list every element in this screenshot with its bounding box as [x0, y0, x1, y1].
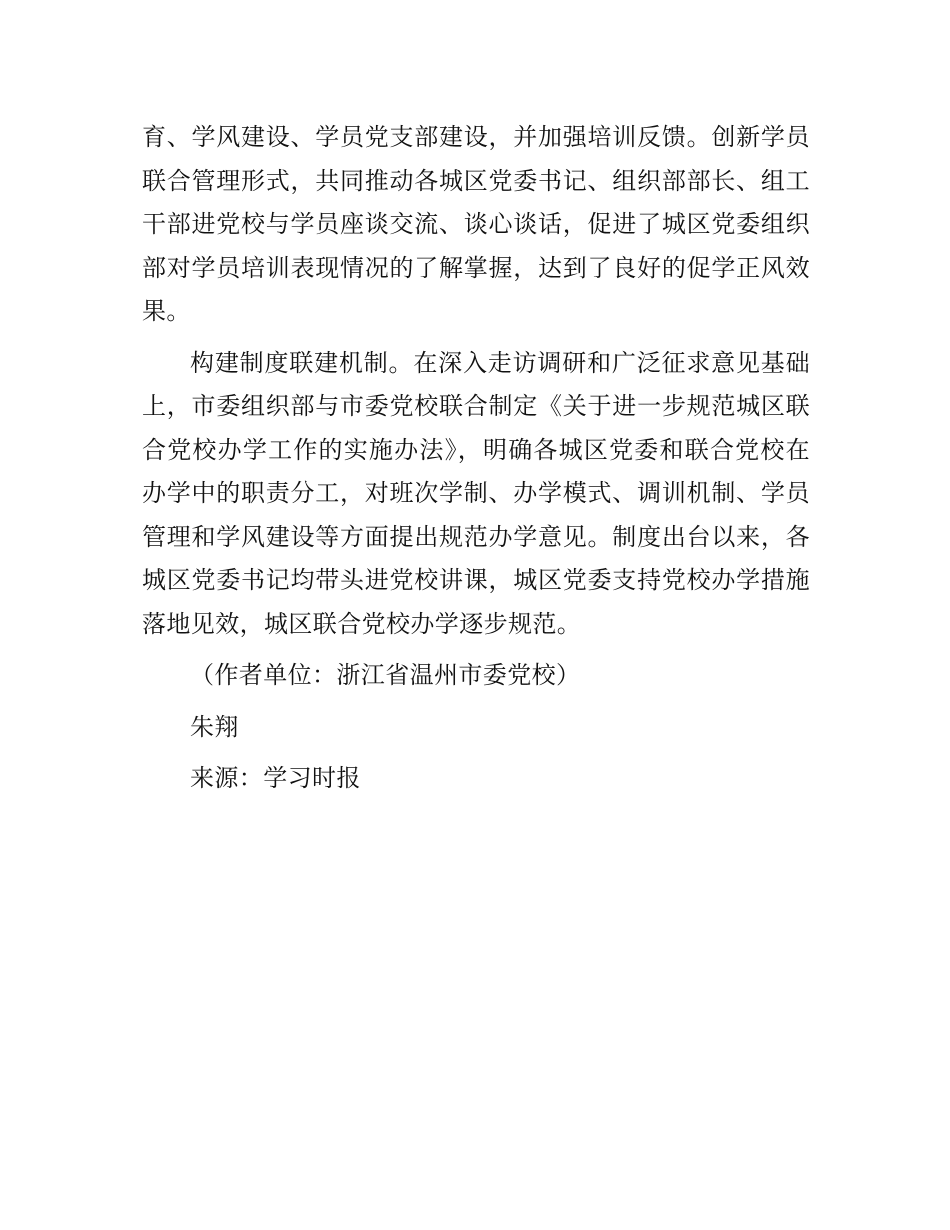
paragraph-gap — [142, 334, 810, 342]
author-name: 朱翔 — [190, 712, 239, 741]
article-body — [142, 116, 810, 801]
paragraph-gap — [142, 749, 810, 757]
paragraph-institutional-mechanism: 构建制度联建机制。在深入走访调研和广泛征求意见基础上，市委组织部与市委党校联合制定《关于进一步规范城区联合党校办学工作的实施办法》，明确各城区党委和联合党校在办学中的职责分工，对班次学制、办学模式、调训机制、学员管理和学风建设等方面提出规范办学意见。制度出台以来，各城区党委书记均带头进党校讲课，城区党委支持党校办学措施落地见效，城区联合党校办学逐步规范。 — [142, 348, 810, 638]
paragraph-continuation: 育、学风建设、学员党支部建设，并加强培训反馈。创新学员联合管理形式，共同推动各城区党委书记、组织部部长、组工干部进党校与学员座谈交流、谈心谈话，促进了城区党委组织部对学员培训表现情况的了解掌握，达到了良好的促学正风效果。 — [142, 123, 810, 325]
paragraph-gap — [142, 646, 810, 654]
paragraph-gap — [142, 698, 810, 706]
author-unit: （作者单位：浙江省温州市委党校） — [190, 661, 581, 689]
source-line: 来源：学习时报 — [190, 764, 361, 792]
